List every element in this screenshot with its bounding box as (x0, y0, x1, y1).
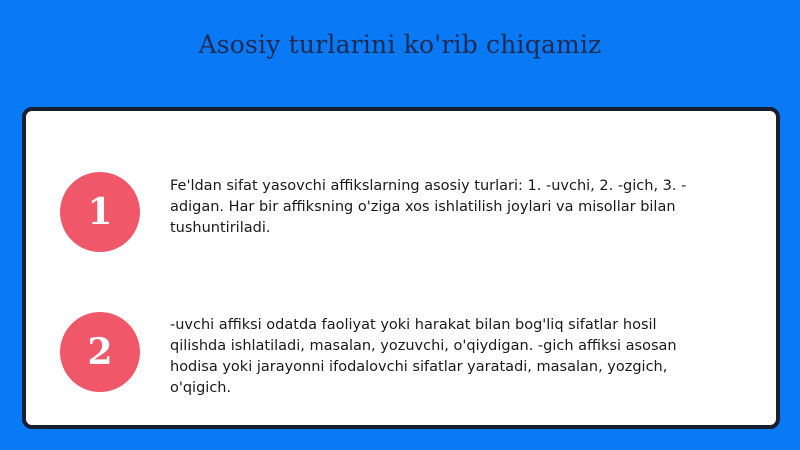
content-card (22, 107, 780, 429)
slide-title: Asosiy turlarini ko'rib chiqamiz (198, 30, 602, 59)
item-text: -uvchi affiksi odatda faoliyat yoki harakat bilan bog'liq sifatlar hosil qilishda ishlatiladi, masalan, yozuvchi, o'qiydigan. -gich affiksi asosan hodisa yoki jarayonni ifodalovchi sifatlar yaratadi, masalan, yozgich, o'qigich. (170, 317, 677, 396)
number-badge: 2 (60, 312, 140, 392)
number-badge: 1 (60, 172, 140, 252)
item-text: Fe'ldan sifat yasovchi affikslarning asosiy turlari: 1. -uvchi, 2. -gich, 3. -adigan. Har bir affiksning o'ziga xos ishlatilish joylari va misollar bilan tushuntiriladi. (170, 178, 687, 236)
